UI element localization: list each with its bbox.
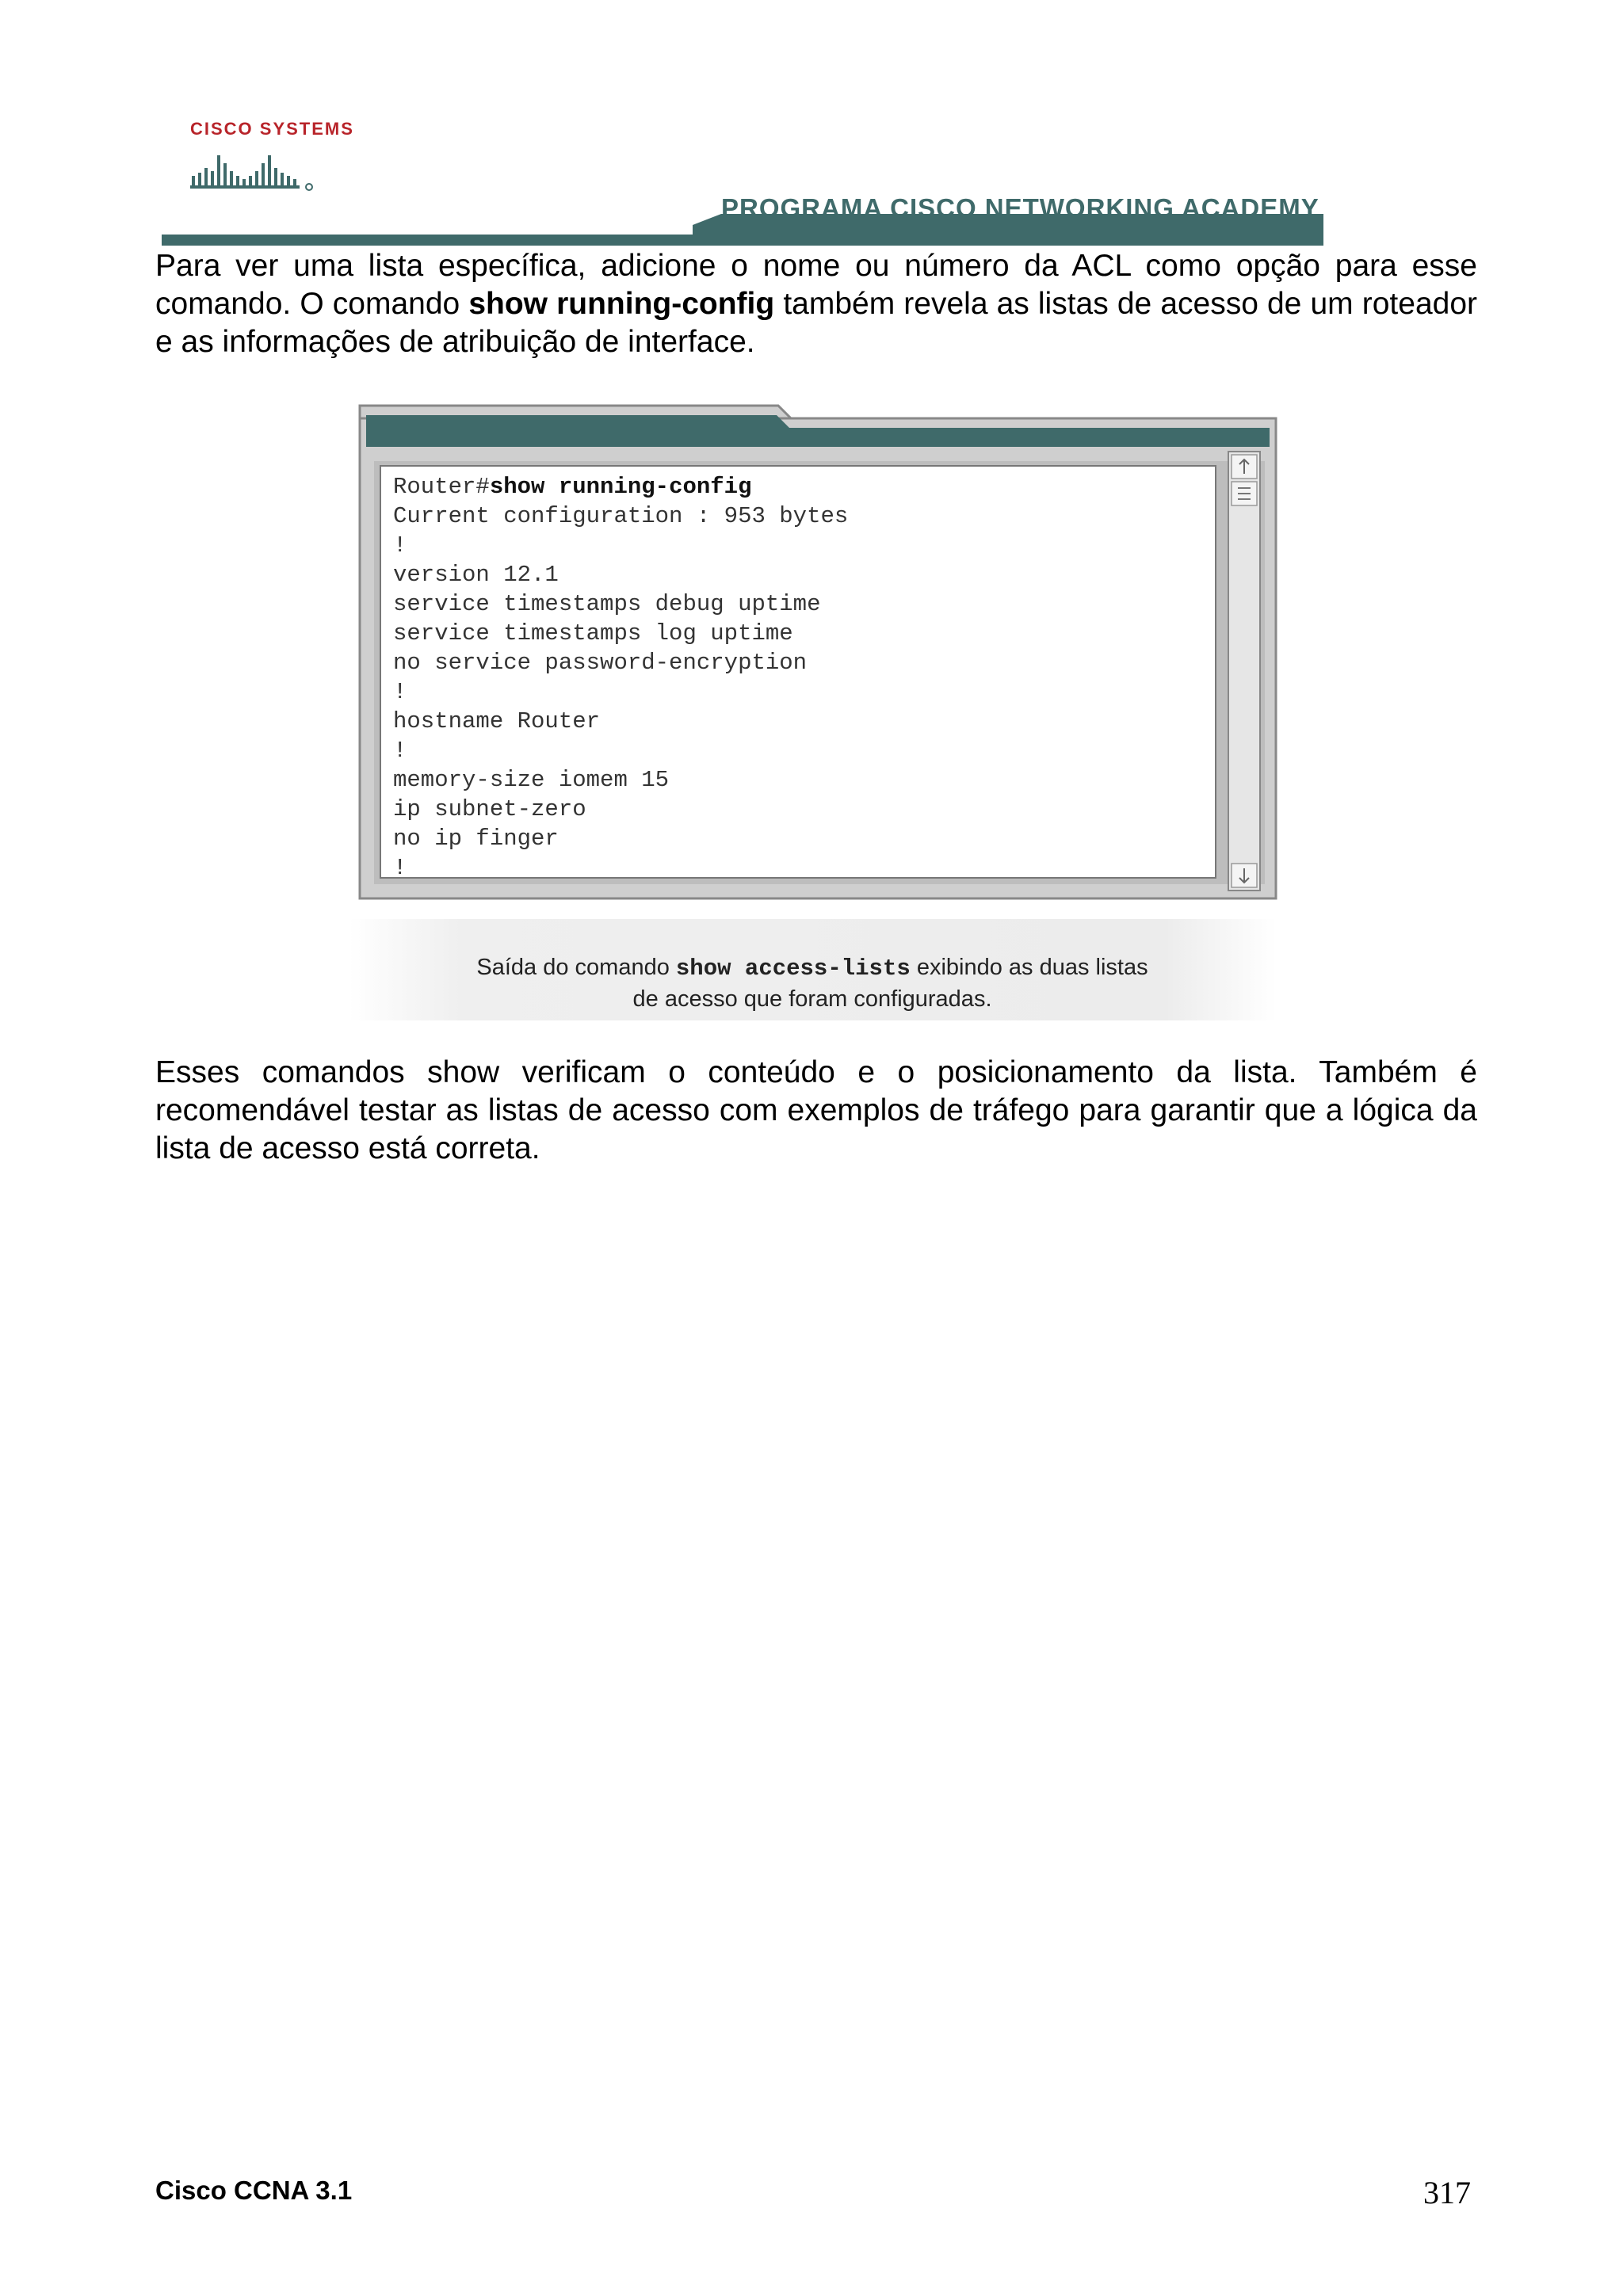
figure-caption bbox=[349, 952, 1276, 1015]
terminal-line: version 12.1 bbox=[393, 562, 559, 588]
caption-text-b: exibindo as duas listas bbox=[910, 955, 1148, 980]
terminal-line: ip subnet-zero bbox=[393, 796, 586, 822]
cisco-bridge-icon bbox=[190, 136, 325, 192]
caption-command: show access-lists bbox=[675, 955, 911, 982]
terminal-line: memory-size iomem 15 bbox=[393, 767, 670, 793]
terminal-line: Current configuration : 953 bytes bbox=[393, 503, 849, 529]
page-number: 317 bbox=[1423, 2175, 1471, 2210]
terminal-line: ! bbox=[393, 532, 407, 559]
terminal-line: service timestamps log uptime bbox=[393, 620, 793, 646]
caption-line-1 bbox=[349, 952, 1276, 984]
terminal-prompt: Router# bbox=[393, 474, 490, 500]
terminal-output bbox=[393, 472, 1225, 876]
paragraph-intro bbox=[155, 247, 1477, 361]
terminal-command-line bbox=[393, 472, 1225, 502]
terminal-line: no ip finger bbox=[393, 826, 559, 852]
cisco-systems-logo bbox=[190, 119, 354, 190]
terminal-line: hostname Router bbox=[393, 708, 601, 734]
terminal-line: ! bbox=[393, 738, 407, 764]
terminal-line: ! bbox=[393, 679, 407, 705]
caption-text-a: Saída do comando bbox=[476, 955, 676, 980]
academy-title: PROGRAMA CISCO NETWORKING ACADEMY bbox=[721, 193, 1319, 223]
terminal-command: show running-config bbox=[489, 474, 752, 500]
scrollbar[interactable] bbox=[1228, 452, 1260, 891]
terminal-line: no service password-encryption bbox=[393, 650, 808, 676]
paragraph-verification: Esses comandos show verificam o conteúdo e o posicionamento da lista. Também é recomendável testar as listas de acesso com exemplos de tráfego para garantir que a lógica da lista de acesso está correta. bbox=[155, 1055, 1477, 1165]
paragraph-intro-text-a: Para ver uma lista específica, adicione o nome ou número da ACL como opção para esse comando. O comando bbox=[155, 249, 1477, 321]
logo-wordmark: CISCO SYSTEMS bbox=[190, 119, 354, 139]
terminal-line: service timestamps debug uptime bbox=[393, 591, 821, 617]
caption-line-2: de acesso que foram configuradas. bbox=[632, 986, 992, 1012]
footer-book-title: Cisco CCNA 3.1 bbox=[155, 2176, 353, 2205]
paragraph-intro-text-b: também revela as listas de acesso de um roteador e as informações de atribuição de interface. bbox=[155, 287, 1477, 359]
terminal-line: ! bbox=[393, 855, 407, 876]
command-show-running-config: show running-config bbox=[468, 287, 775, 321]
